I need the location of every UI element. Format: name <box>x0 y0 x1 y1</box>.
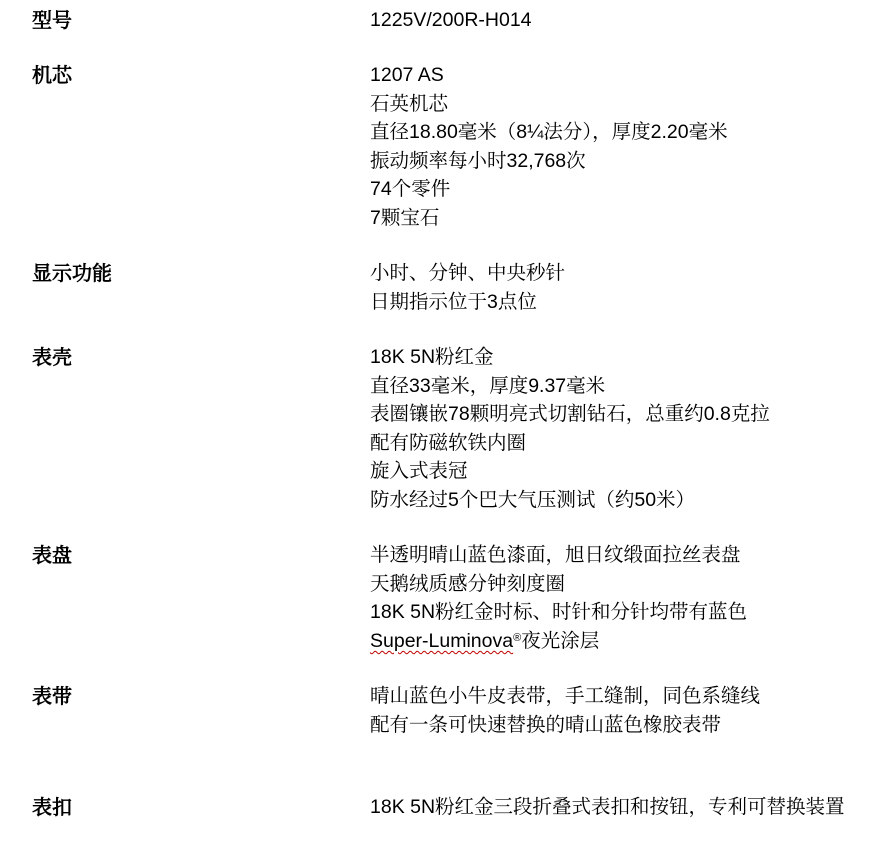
spec-label: 型号 <box>32 8 72 32</box>
spec-label: 表扣 <box>32 795 72 819</box>
spec-value: 半透明晴山蓝色漆面，旭日纹缎面拉丝表盘 <box>370 544 741 566</box>
spec-values <box>370 61 870 233</box>
spec-value: 石英机芯 <box>370 92 449 115</box>
spec-value: 防水经过5个巴大气压测试（约50米） <box>370 488 696 511</box>
spec-value-lume <box>370 627 870 656</box>
lume-suffix: 夜光涂层 <box>521 629 600 652</box>
spec-value: 天鹅绒质感分钟刻度圈 <box>370 572 566 595</box>
spec-value: 直径18.80毫米（8¼法分），厚度2.20毫米 <box>370 121 728 144</box>
spec-values <box>370 6 870 35</box>
registered-mark: ® <box>513 631 522 644</box>
spellcheck-underline-word: Super-Luminova <box>370 629 514 652</box>
spec-value: 1207 AS <box>370 64 444 86</box>
spec-value: 18K 5N粉红金 <box>370 346 494 368</box>
spec-value: 日期指示位于3点位 <box>370 290 537 313</box>
spec-label: 表壳 <box>32 345 72 369</box>
spec-value: 配有一条可快速替换的晴山蓝色橡胶表带 <box>370 713 722 736</box>
spec-value: 18K 5N粉红金三段折叠式表扣和按钮，专利可替换装置 <box>370 796 845 818</box>
spec-value: 配有防磁软铁内圈 <box>370 431 527 454</box>
spec-label: 显示功能 <box>32 261 112 285</box>
spec-value: 直径33毫米，厚度9.37毫米 <box>370 374 606 397</box>
spec-label: 表盘 <box>32 543 72 567</box>
spec-values <box>370 793 860 822</box>
spec-values <box>370 541 870 655</box>
spec-values <box>370 259 870 316</box>
spec-values <box>370 343 870 515</box>
spec-value: 1225V/200R-H014 <box>370 9 532 31</box>
spec-value: 18K 5N粉红金时标、时针和分针均带有蓝色 <box>370 601 748 624</box>
spec-label: 表带 <box>32 684 72 708</box>
spec-value: 小时、分钟、中央秒针 <box>370 262 566 284</box>
spec-label: 机芯 <box>32 63 72 87</box>
spec-value: 晴山蓝色小牛皮表带，手工缝制，同色系缝线 <box>370 685 761 707</box>
spec-values <box>370 682 870 739</box>
spec-value: 74个零件 <box>370 178 451 201</box>
spec-value: 旋入式表冠 <box>370 460 468 483</box>
spec-value: 7颗宝石 <box>370 206 440 229</box>
spec-value: 振动频率每小时32,768次 <box>370 149 586 172</box>
spec-value: 表圈镶嵌78颗明亮式切割钻石，总重约0.8克拉 <box>370 403 770 426</box>
